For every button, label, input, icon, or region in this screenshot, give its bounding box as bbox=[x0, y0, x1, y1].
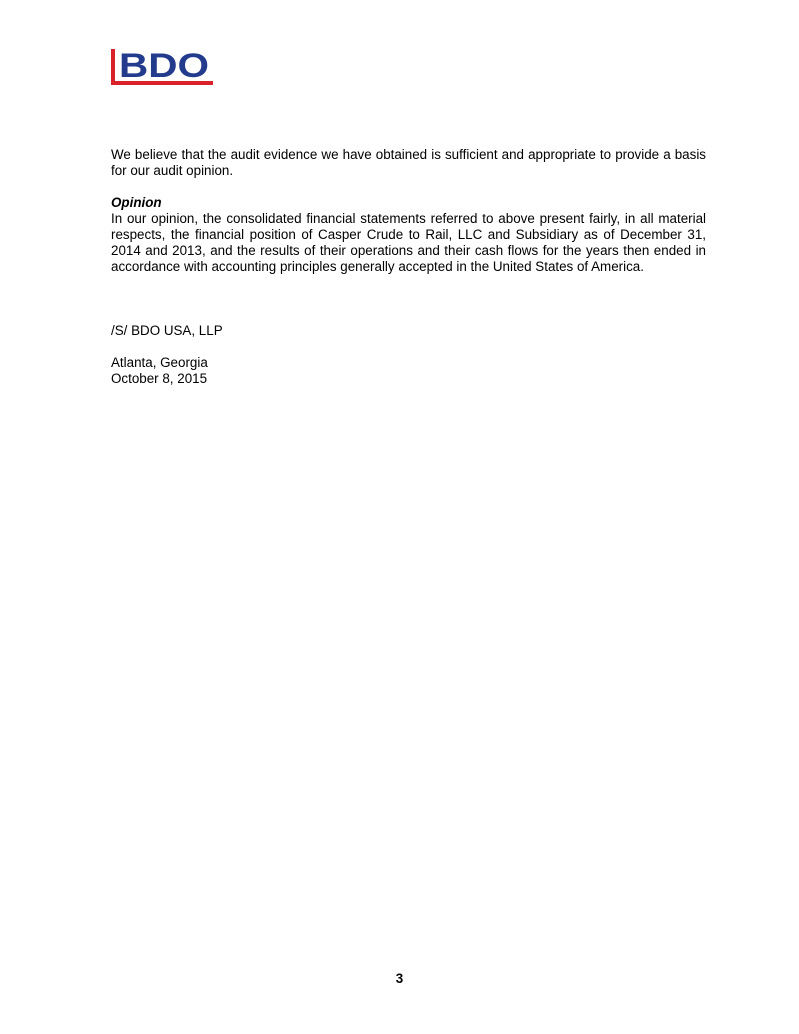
opinion-paragraph: In our opinion, the consolidated financial statements referred to above present fairly, in all material respects, the financial position of Casper Crude to Rail, LLC and Subsidiary as of December 31, 2014 and 2013, and the results of their operations and their cash flows for the years then ended in accordance with accounting principles generally accepted in the United States of America. bbox=[111, 211, 706, 274]
bdo-logo bbox=[111, 47, 213, 87]
signature: /S/ BDO USA, LLP bbox=[111, 323, 223, 338]
report-body bbox=[111, 147, 706, 387]
page-number: 3 bbox=[395, 971, 404, 986]
bdo-logo-text: BDO bbox=[119, 47, 209, 85]
signing-city: Atlanta, Georgia bbox=[111, 355, 208, 370]
opinion-heading: Opinion bbox=[111, 195, 162, 210]
evidence-paragraph: We believe that the audit evidence we have obtained is sufficient and appropriate to provide a basis for our audit opinion. bbox=[111, 147, 706, 178]
signing-date: October 8, 2015 bbox=[111, 371, 208, 386]
